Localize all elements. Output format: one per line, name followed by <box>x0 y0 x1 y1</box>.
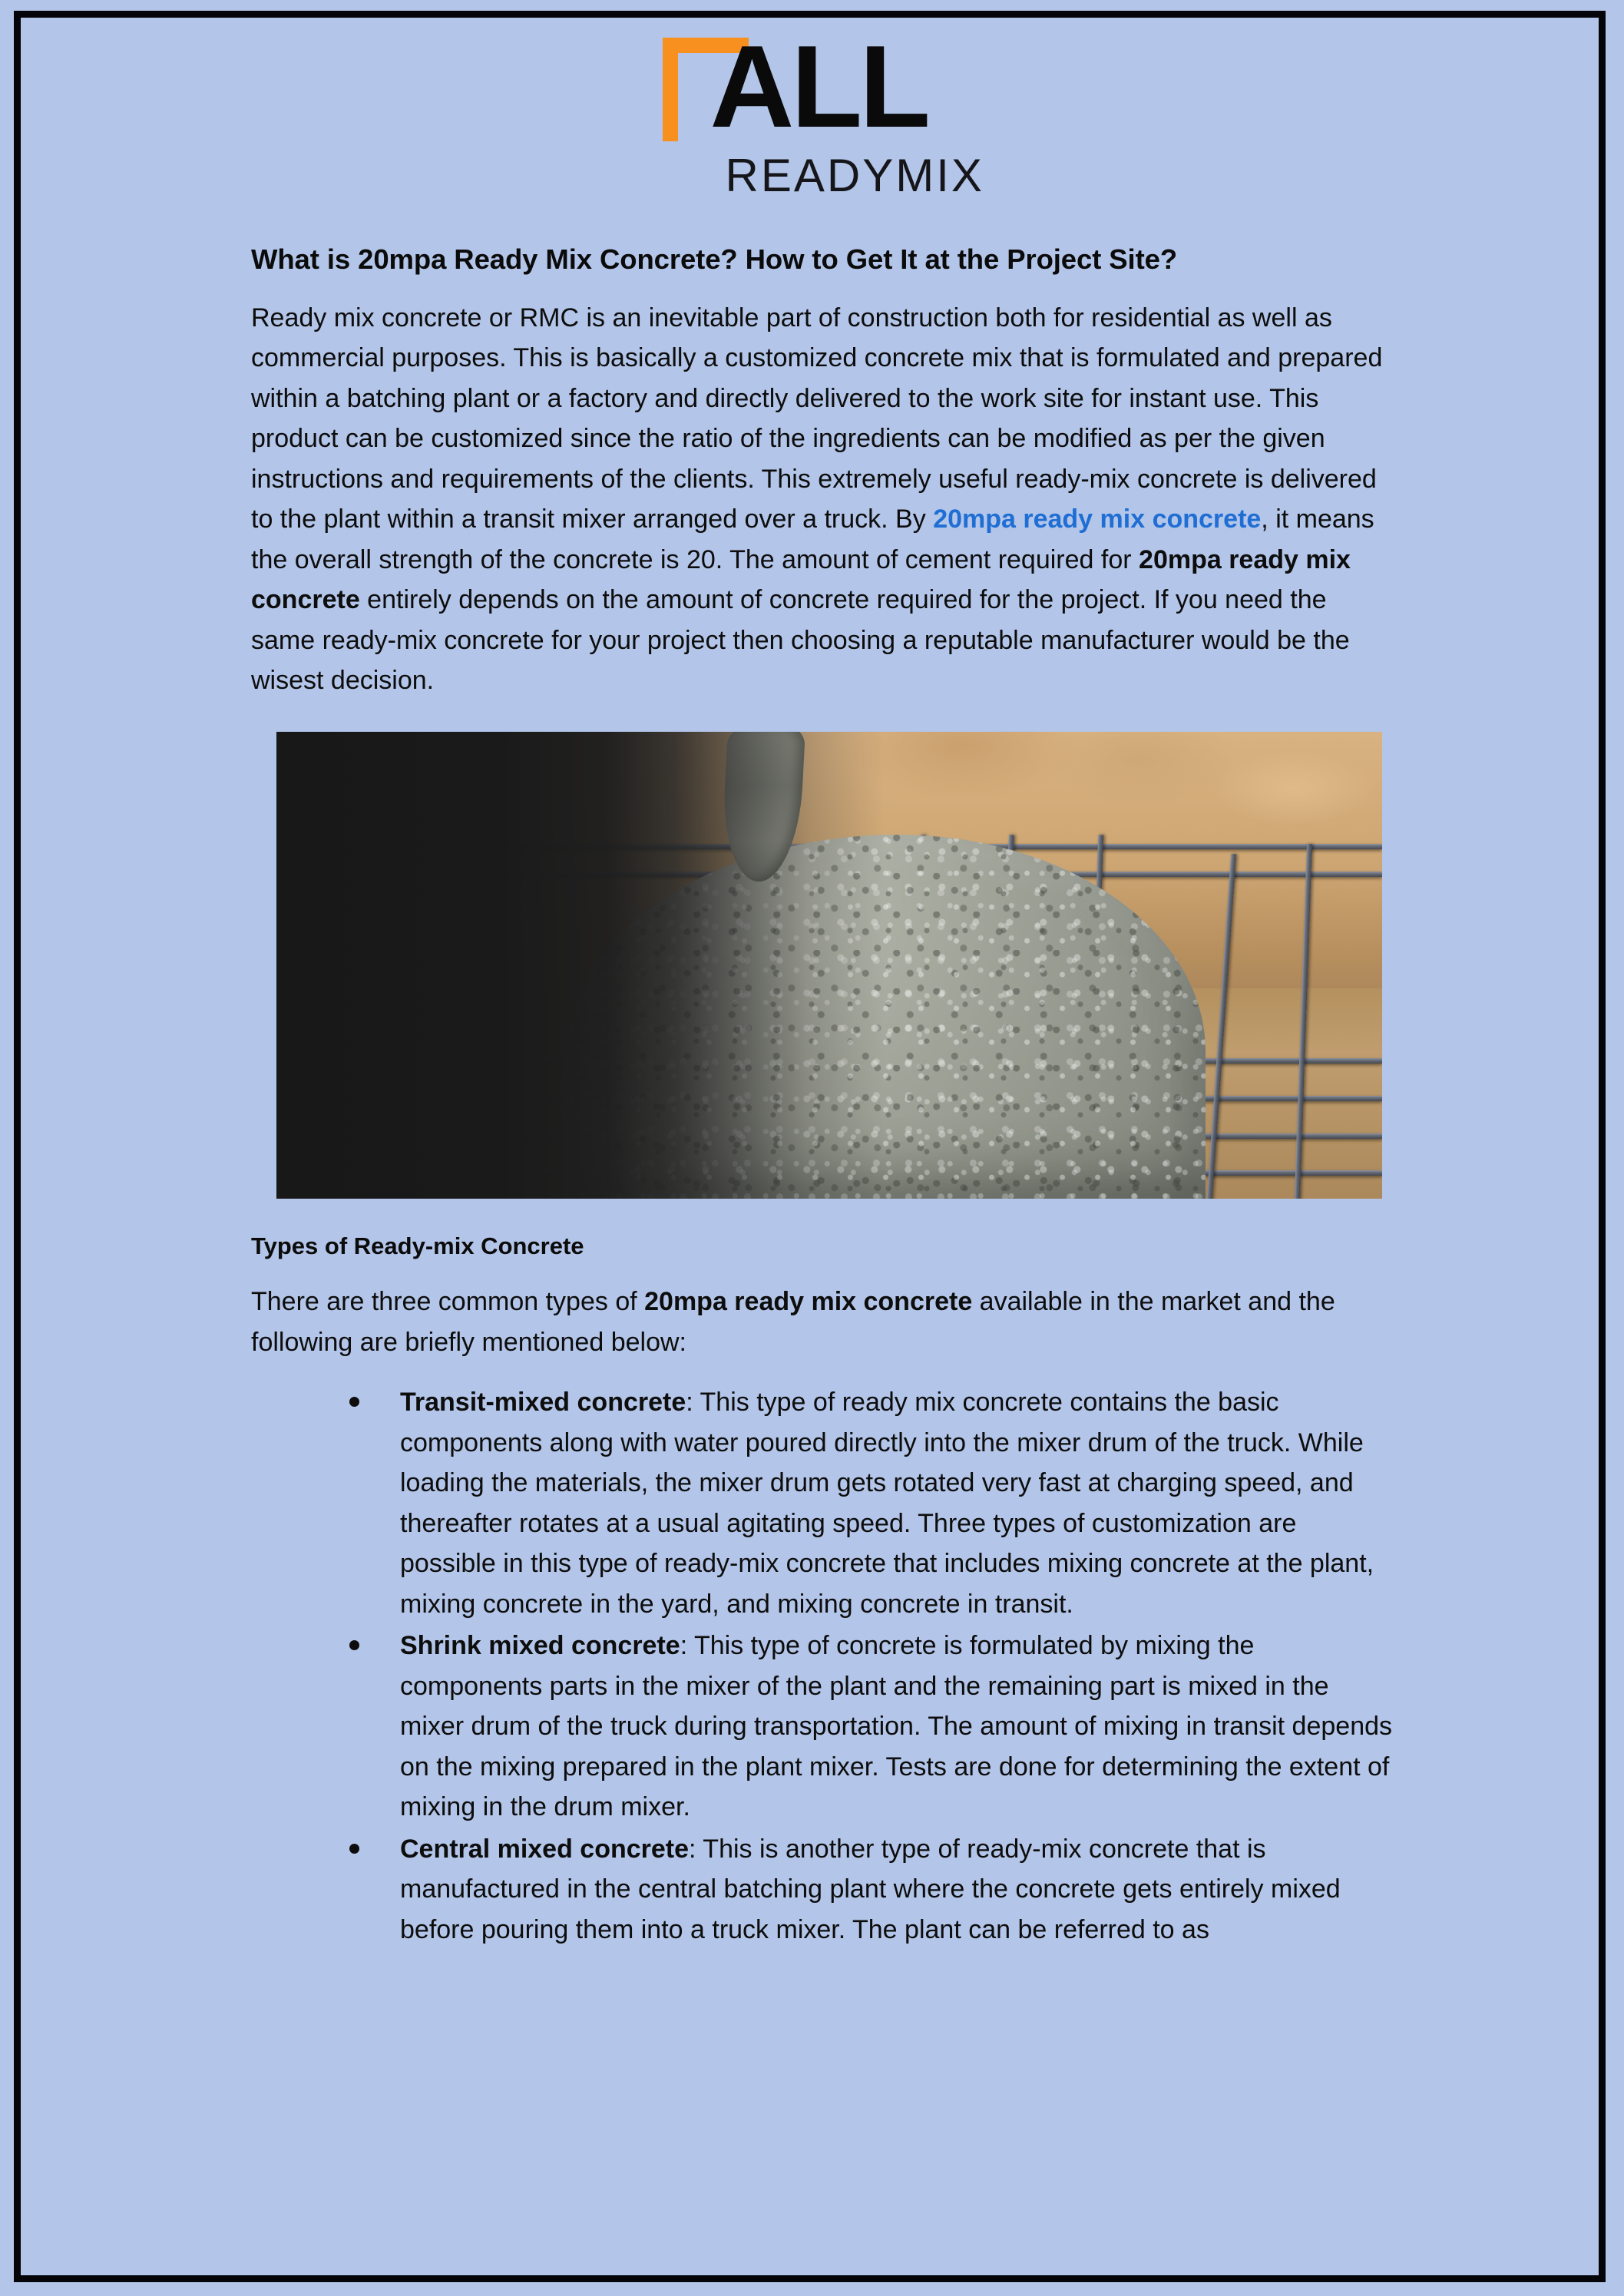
list-item-description: : This type of concrete is formulated by mixing the components parts in the mixer of the plant and the remaining part is mixed in the mixer drum of the truck during transportation. The amount of mixing in transit depends on the mixing prepared in the plant mixer. Tests are done for determining the extent of mixing in the drum mixer. <box>400 1631 1393 1822</box>
concrete-pour-photo <box>276 732 1382 1199</box>
section-heading-types: Types of Ready-mix Concrete <box>251 1232 584 1259</box>
intro-bold-term: 20mpa ready mix concrete <box>251 544 1351 615</box>
list-intro-bold-term: 20mpa ready mix concrete <box>644 1287 973 1317</box>
intro-text-part-1: Ready mix concrete or RMC is an inevitable part of construction both for residential as well as commercial purposes. This is basically a customized concrete mix that is formulated and prepared within a batching plant or a factory and directly delivered to the work site for instant use. This product can be customized since the ratio of the ingredients can be modified as per the given instructions and requirements of the clients. This extremely useful ready-mix concrete is delivered to the plant within a transit mixer arranged over a truck. By <box>251 303 1383 534</box>
ready-mix-concrete-link[interactable]: 20mpa ready mix concrete <box>933 505 1262 534</box>
logo-secondary-text: READYMIX <box>725 150 984 201</box>
list-item-term: Central mixed concrete <box>400 1834 690 1864</box>
bullet-icon <box>349 1640 359 1650</box>
list-item-description: : This type of ready mix concrete contains the basic components along with water poured directly into the mixer drum of the truck. While loading the materials, the mixer drum gets rotated very fast at charging speed, and thereafter rotates at a usual agitating speed. Three types of customization are possible in this type of ready-mix concrete that includes mixing concrete at the plant, mixing concrete in the yard, and mixing concrete in transit. <box>400 1388 1374 1619</box>
brand-logo <box>21 21 1599 228</box>
intro-text-part-3: entirely depends on the amount of concrete required for the project. If you need the same ready-mix concrete for your project then choosing a reputable manufacturer would be the wisest decision. <box>251 585 1350 696</box>
logo-primary-text: ALL <box>709 22 928 152</box>
bullet-icon <box>349 1844 359 1854</box>
list-item <box>349 1626 1393 1828</box>
page-body <box>21 18 1599 2275</box>
intro-text-part-2: , it means the overall strength of the concrete is 20. The amount of cement required for <box>251 505 1374 574</box>
list-intro-paragraph <box>251 1282 1393 1362</box>
intro-paragraph <box>251 298 1393 701</box>
bullet-icon <box>349 1397 359 1407</box>
page-title: What is 20mpa Ready Mix Concrete? How to Get It at the Project Site? <box>251 243 1178 275</box>
concrete-types-list <box>251 1382 1393 1950</box>
list-intro-part-2: available in the market and the following are briefly mentioned below: <box>251 1287 1335 1357</box>
list-item-term: Transit-mixed concrete <box>400 1388 686 1418</box>
list-item-term: Shrink mixed concrete <box>400 1631 680 1661</box>
page-border-frame <box>14 11 1606 2282</box>
article-content <box>251 242 1393 1951</box>
list-item <box>349 1829 1393 1950</box>
list-intro-part-1: There are three common types of <box>251 1287 645 1317</box>
photo-shadow-overlay <box>276 732 1382 1199</box>
list-item <box>349 1382 1393 1624</box>
list-item-description: : This is another type of ready-mix concrete that is manufactured in the central batching plant where the concrete gets entirely mixed before pouring them into a truck mixer. The plant can be referred to as <box>400 1834 1341 1944</box>
